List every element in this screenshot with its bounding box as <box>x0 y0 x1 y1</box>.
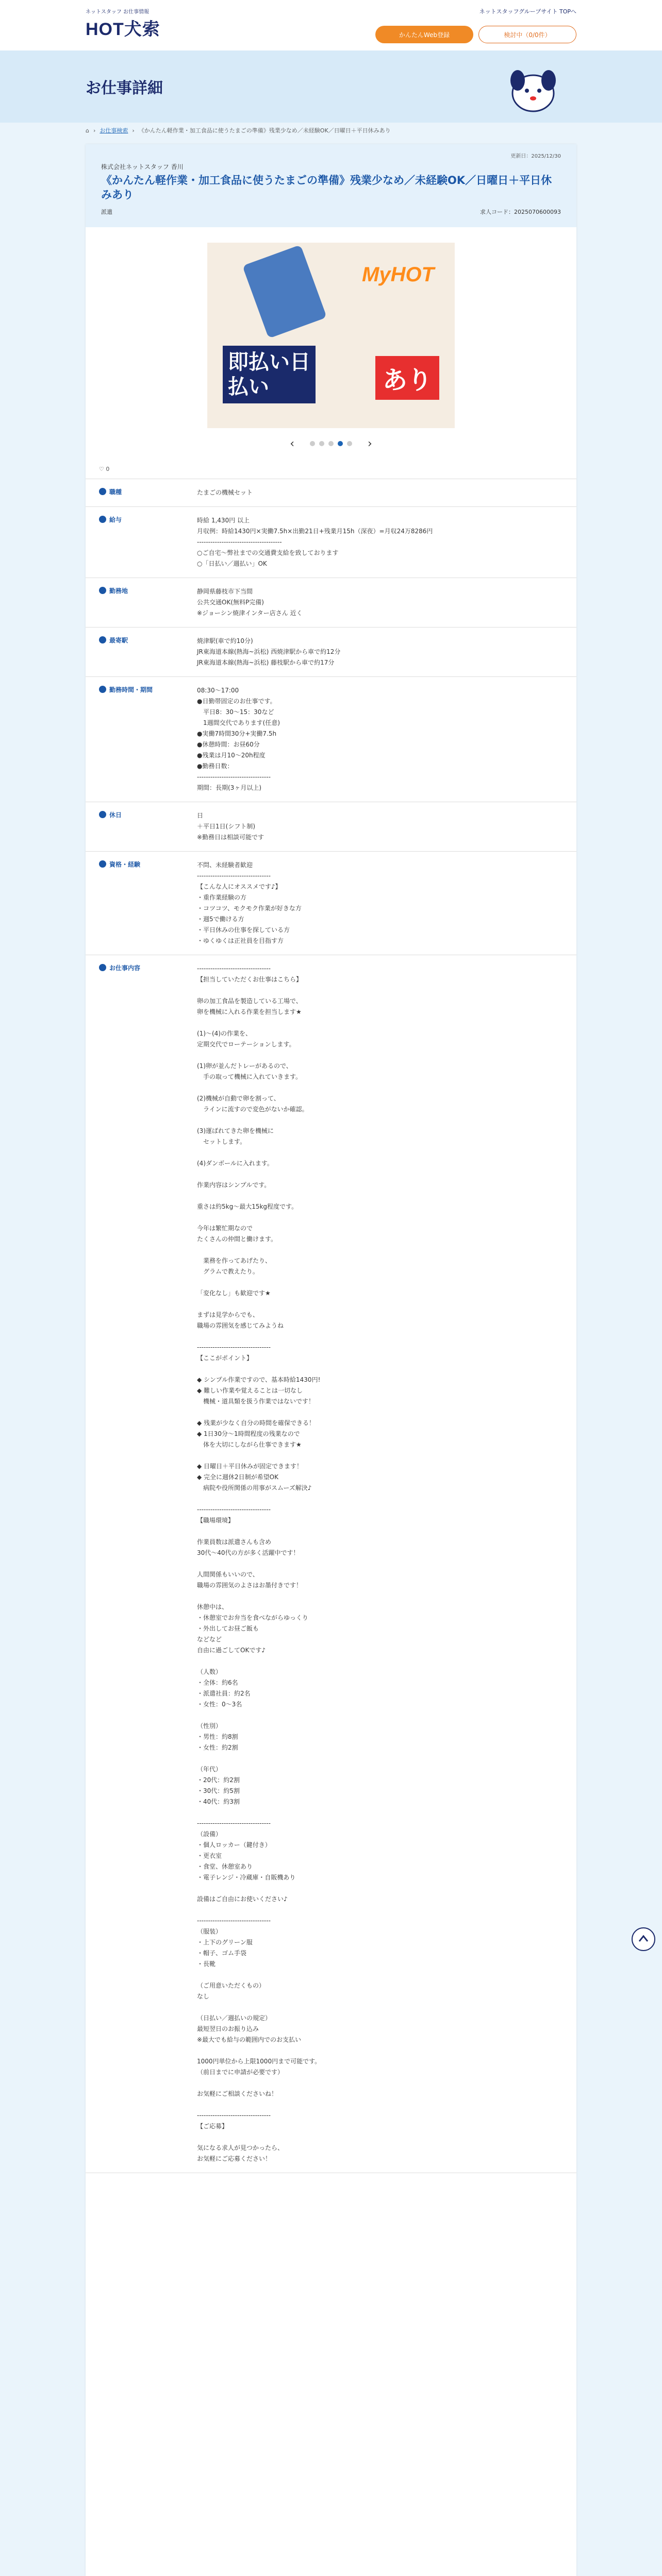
info-value: 不問、未経験者歓迎 --------------------------------- 【こんな人にオススメです♪】 ・重作業経験の方 ・コツコツ、モクモク作業が好きな方 ・週5で働ける方 ・平日休みの仕事を探している方 ・ゆくゆくは正社員を目指す方 <box>197 861 302 944</box>
favorite-count[interactable]: ♡ 0 <box>86 450 576 479</box>
info-row <box>86 507 576 578</box>
chevron-left-icon[interactable]: ‹ <box>290 437 294 450</box>
page-banner <box>0 50 662 123</box>
phone-image <box>242 245 327 338</box>
slider-dot[interactable] <box>328 441 334 446</box>
breadcrumb-search-link[interactable]: お仕事検索 <box>100 127 128 134</box>
logo-text: HOT犬索 <box>86 20 160 39</box>
info-value: 08:30～17:00 ●日勤帯固定のお仕事です。 平日8：30～15：30など 1週間交代であります(任意) ●実働7時間30分+実働7.5h ●休憩時間：お昼60分 ●残業は月10～20h程度 ●勤務日数： --------------------------------- 期間：長期(3ヶ月以上) <box>197 686 280 791</box>
section-icon <box>99 516 106 523</box>
section-icon <box>99 488 106 495</box>
site-header <box>0 0 662 50</box>
section-icon <box>99 686 106 693</box>
info-label: 勤務地 <box>99 586 197 619</box>
employment-type: 派遣 <box>101 208 112 215</box>
section-icon <box>99 860 106 868</box>
info-label: 勤務時間・期間 <box>99 685 197 793</box>
info-row <box>86 578 576 628</box>
info-label: 資格・経験 <box>99 860 197 946</box>
site-logo[interactable] <box>86 7 160 40</box>
myhot-logo: MyHOT <box>362 263 434 286</box>
info-label: 給与 <box>99 515 197 569</box>
register-button[interactable]: かんたんWeb登録 <box>375 26 473 43</box>
section-icon <box>99 811 106 818</box>
info-label: 最寄駅 <box>99 636 197 668</box>
section-icon <box>99 964 106 971</box>
job-info-table <box>86 479 576 2173</box>
job-image <box>207 243 455 428</box>
info-row <box>86 802 576 852</box>
info-value: 日 ＋平日1日(シフト制) ※勤務日は相談可能です <box>197 811 264 841</box>
info-row <box>86 479 576 507</box>
slider-dot[interactable] <box>319 441 324 446</box>
job-title: 《かんたん軽作業・加工食品に使うたまごの準備》残業少なめ／未経験OK／日曜日＋平日休みあり <box>101 174 552 201</box>
info-value: たまごの機械セット <box>197 488 253 496</box>
job-detail-card <box>86 144 576 2576</box>
slider-dot[interactable] <box>310 441 315 446</box>
info-label: お仕事内容 <box>99 963 197 2164</box>
home-icon[interactable]: ⌂ <box>86 127 89 134</box>
updated-date: 更新日：2025/12/30 <box>510 154 561 159</box>
dog-mascot-icon <box>497 65 569 116</box>
breadcrumb-current: 《かんたん軽作業・加工食品に使うたまごの準備》残業少なめ／未経験OK／日曜日＋平日休みあり <box>138 127 391 134</box>
info-value: --------------------------------- 【担当していただくお仕事はこちら】 卵の加工食品を製造している工場で、 卵を機械に入れる作業を担当します★ (1)～(4)の作業を、 定期交代でローテーションします。 (1)卵が並んだトレーがあるので、 手の取って機械に入れていきます。 (2)機械が自動で卵を割って、 ラインに流すので変色がないか確認。 (3)運ばれてきた卵を機械に セットします。 (4)ダンボールに入れます。 作業内容はシンプルです。 重さは約5kg～最大15kg程度です。 今年は繁忙期なので たくさんの仲間と働けます。 業務を作ってあげたり、 グラムで教えたり。 「変化なし」も歓迎です★ まずは見学からでも、 職場の雰囲気を感じてみようね --------------------------------- 【ここがポイント】 ◆ シンプル作業ですので、基本時給1430円! ◆ 難しい作業や覚えることは一切なし 機械・道具類を扱う作業ではないです！ ◆ 残業が少なく自分の時間を確保できる！ ◆ 1日30分～1時間程度の残業なので 体を大切にしながら仕事できます★ ◆ 日曜日＋平日休みが固定できます！ ◆ 完全に週休2日制が希望OK 病院や役所関係の用事がスムーズ解決♪ --------------------------------- 【職場環境】 作業員数は派遣さんも含め 30代～40代の方が多く活躍中です！ 人間関係もいいので、 職場の雰囲気のよさはお墨付きです！ 休憩中は、 ・休憩室でお弁当を食べながらゆっくり ・外出してお昼ご飯も などなど 自由に過ごしてOKです♪ （人数） ・全体：約6名 ・派遣社員：約2名 ・女性：0～3名 （性別） ・男性：約8割 ・女性：約2割 （年代） ・20代：約2割 ・30代：約5割 ・40代：約3割 --------------------------------- （設備） ・個人ロッカー（鍵付き） ・更衣室 ・食堂、休憩室あり ・電子レンジ・冷蔵庫・自販機あり 設備はご自由にお使いください♪ --------------------------------- （服装） ・上下のグリーン服 ・帽子、ゴム手袋 ・長靴 （ご用意いただくもの） なし （日払い／週払いの規定） 最短翌日のお振り込み ※最大でも給与の範囲内でのお支払い 1000円単位から上限1000円まで可能です。 （前日までに申請が必要です） お気軽にご相談くださいね！ --------------------------------- 【ご応募】 気になる求人が見つかったら、 お気軽にご応募ください！ <box>197 964 321 2162</box>
info-row <box>86 677 576 802</box>
slider-dot[interactable] <box>347 441 352 446</box>
favorites-button[interactable]: 検討中（0/0件） <box>478 26 576 43</box>
image-slider-controls <box>86 437 576 450</box>
info-row <box>86 852 576 955</box>
info-label: 職種 <box>99 487 197 498</box>
job-header <box>86 144 576 227</box>
hero-text-available: あり <box>375 356 439 400</box>
hero-text-payday: 即払い日払い <box>223 346 316 403</box>
company-name: 株式会社ネットスタッフ 香川 <box>101 163 184 171</box>
info-value: 静岡県藤枝市下当間 公共交通OK(無料P完備) ※ジョーシン焼津インター店さん 近く <box>197 587 303 617</box>
group-site-link[interactable]: ネットスタッフグループサイト TOPへ <box>479 8 576 15</box>
breadcrumb: ⌂ › お仕事検索 › 《かんたん軽作業・加工食品に使うたまごの準備》残業少なめ／未経験OK／日曜日＋平日休みあり <box>86 127 391 134</box>
page-title: お仕事詳細 <box>86 79 163 97</box>
info-row <box>86 955 576 2173</box>
info-value: 焼津駅(車で約10分) JR東海道本線(熱海~浜松) 西焼津駅から車で約12分 JR東海道本線(熱海~浜松) 藤枝駅から車で約17分 <box>197 637 341 666</box>
page-top-button[interactable] <box>631 1927 656 1952</box>
job-code: 求人コード：2025070600093 <box>480 208 561 215</box>
section-icon <box>99 587 106 594</box>
info-row <box>86 628 576 677</box>
chevron-right-icon[interactable]: › <box>368 437 372 450</box>
section-icon <box>99 636 106 643</box>
slider-dot[interactable] <box>338 441 343 446</box>
logo-tagline: ネットスタッフ お仕事情報 <box>86 9 150 15</box>
info-label: 休日 <box>99 810 197 843</box>
info-value: 時給 1,430円 以上 月収例：時給1430円×実働7.5h×出勤21日+残業月15h（深夜）=月収24万8286円 -------------------------------------- ○ご自宅～弊社までの交通費支給を致しております ○「日払い／週払い」OK <box>197 516 433 567</box>
